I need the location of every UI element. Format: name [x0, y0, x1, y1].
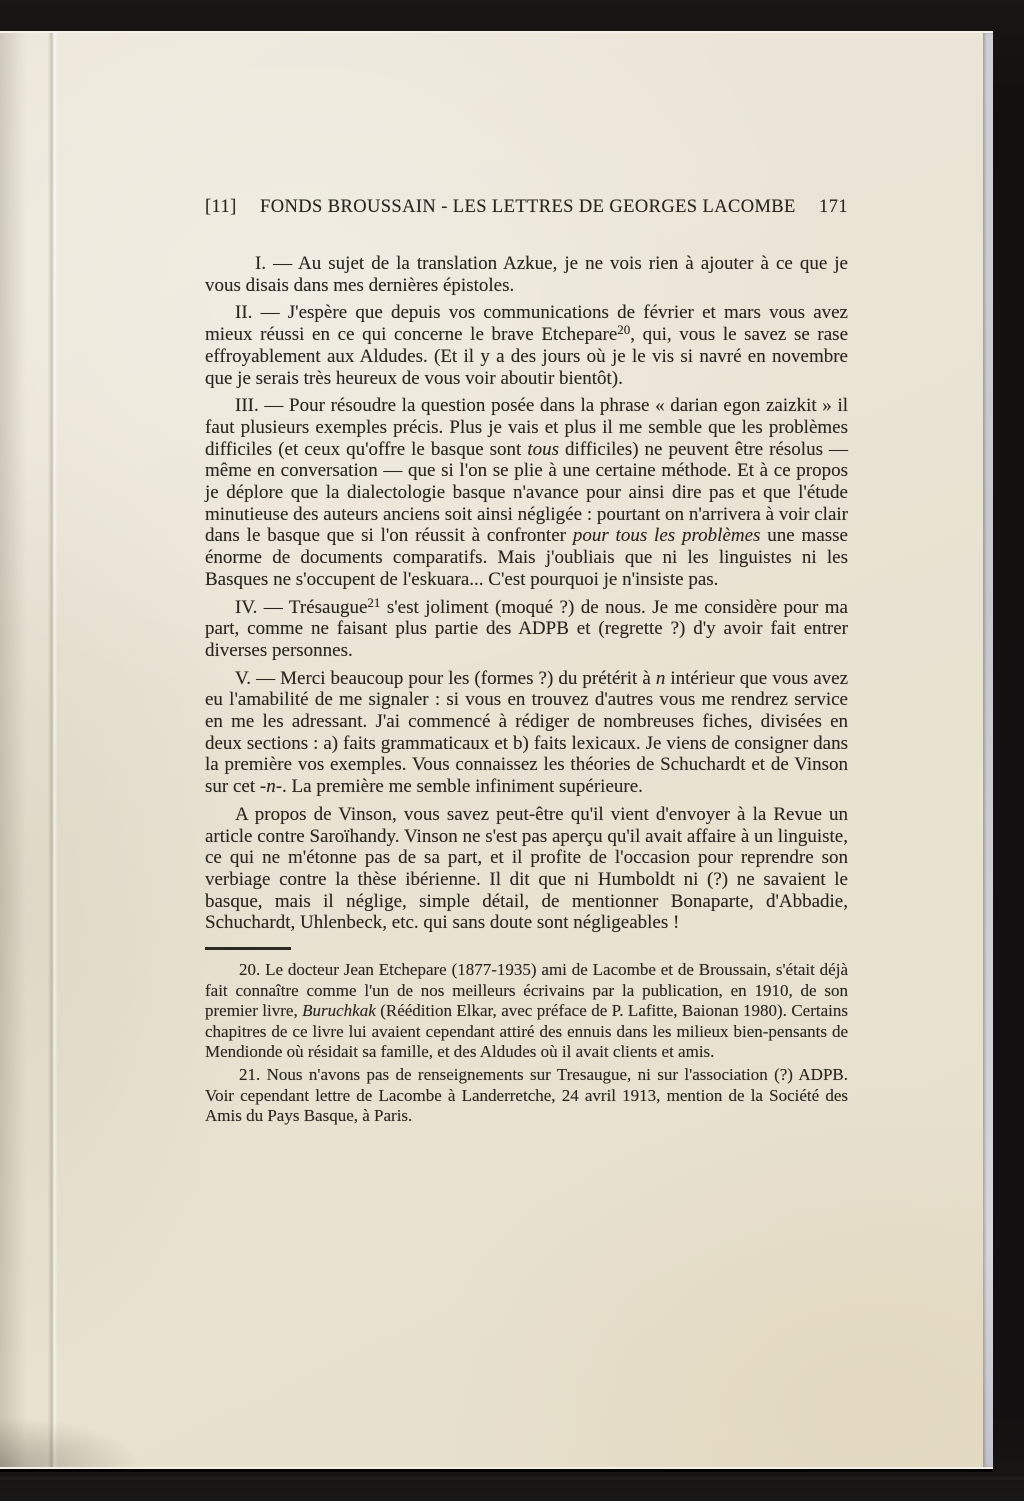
paragraph-II: II. — J'espère que depuis vos communications de février et mars vous avez mieux réussi en ce qui concerne le brave Etchepare$^{20}$, qui, vous le savez se rase effroyablement aux Aldudes. (Et il y a des jours où je le vis si navré en novembre que je serais très heureux de vous voir aboutir bientôt).: [205, 302, 848, 389]
header-running-title: FONDS BROUSSAIN - LES LETTRES DE GEORGES LACOMBE: [260, 197, 796, 217]
facing-page-edge-shadow: [0, 33, 26, 1467]
page-content: [205, 197, 848, 1127]
footnote-20: 20. Le docteur Jean Etchepare (1877-1935) ami de Lacombe et de Broussain, s'était déjà fait connaître comme l'un de nos meilleurs écrivains par la publication, en 1910, de son premier livre, Buruchkak (Réédition Elkar, avec préface de P. Lafitte, Baionan 1980). Certains chapitres de ce livre lui avaient cependant attiré des ennuis dans les milieux bien-pensants de Mendionde où résidait sa famille, et des Aldudes où il avait clients et amis.: [205, 960, 848, 1062]
header-section-number: [11]: [205, 197, 237, 217]
page-gutter-crease: [48, 33, 58, 1467]
book-board-edge: [0, 1477, 1024, 1480]
header-page-number: 171: [819, 197, 848, 217]
paragraph-V: V. — Merci beaucoup pour les (formes ?) du prétérit à n intérieur que vous avez eu l'amabilité de me signaler : si vous en trouvez d'autres vous me rendrez service en me les adressant. J'ai commencé à rédiger de nombreuses fiches, divisées en deux sections : a) faits grammaticaux et b) faits lexicaux. Je viens de consigner dans la première vos exemples. Vous connaissez les théories de Schuchardt et de Vinson sur cet -n-. La première me semble infiniment supérieure.: [205, 667, 848, 798]
letter-body: [205, 253, 848, 1127]
paragraph-IV: IV. — Trésaugue$^{21}$ s'est joliment (moqué ?) de nous. Je me considère pour ma part, comme ne faisant plus partie des ADPB et (regrette ?) d'y avoir fait entrer diverses personnes.: [205, 594, 848, 661]
paragraph-I: I. — Au sujet de la translation Azkue, je ne vois rien à ajouter à ce que je vous disais dans mes dernières épistoles.: [205, 253, 848, 296]
paragraph-vinson: A propos de Vinson, vous savez peut-être qu'il vient d'envoyer à la Revue un article contre Saroïhandy. Vinson ne s'est pas aperçu qu'il avait affaire à un linguiste, ce qui ne m'étonne pas de sa part, et il profite de l'occasion pour reprendre son verbiage contre la thèse ibérienne. Il dit que ni Humboldt ni (?) ne savaient le basque, mais il néglige, simple détail, de mentionner Bonaparte, d'Abbadie, Schuchardt, Uhlenbeck, etc. qui sans doute sont négligeables !: [205, 803, 848, 934]
bottom-left-corner-shadow: [0, 1407, 160, 1467]
page-header: [205, 197, 848, 218]
footnote-separator-rule: [205, 947, 291, 950]
footnote-21: 21. Nous n'avons pas de renseignements sur Tresaugue, ni sur l'association (?) ADPB. Voir cependant lettre de Lacombe à Landerretche, 24 avril 1913, mention de la Société des Amis du Pays Basque, à Paris.: [205, 1065, 848, 1126]
page-right-edge: [983, 33, 993, 1467]
book-page: [0, 31, 993, 1469]
paragraph-III: III. — Pour résoudre la question posée dans la phrase « darian egon zaizkit » il faut plusieurs exemples précis. Plus je vais et plus il me semble que les problèmes difficiles (et ceux qu'offre le basque sont tous difficiles) ne peuvent être résolus — même en conversation — que si l'on se plie à une certaine méthode. Et à ce propos je déplore que la dialectologie basque n'avance pour ainsi dire pas et que l'étude minutieuse des auteurs anciens soit ainsi négligée : pourtant on n'arrivera à voir clair dans le basque que si l'on réussit à confronter pour tous les problèmes une masse énorme de documents comparatifs. Mais j'oubliais que ni les linguistes ni les Basques ne s'occupent de l'eskuara... C'est pourquoi je n'insiste pas.: [205, 395, 848, 590]
